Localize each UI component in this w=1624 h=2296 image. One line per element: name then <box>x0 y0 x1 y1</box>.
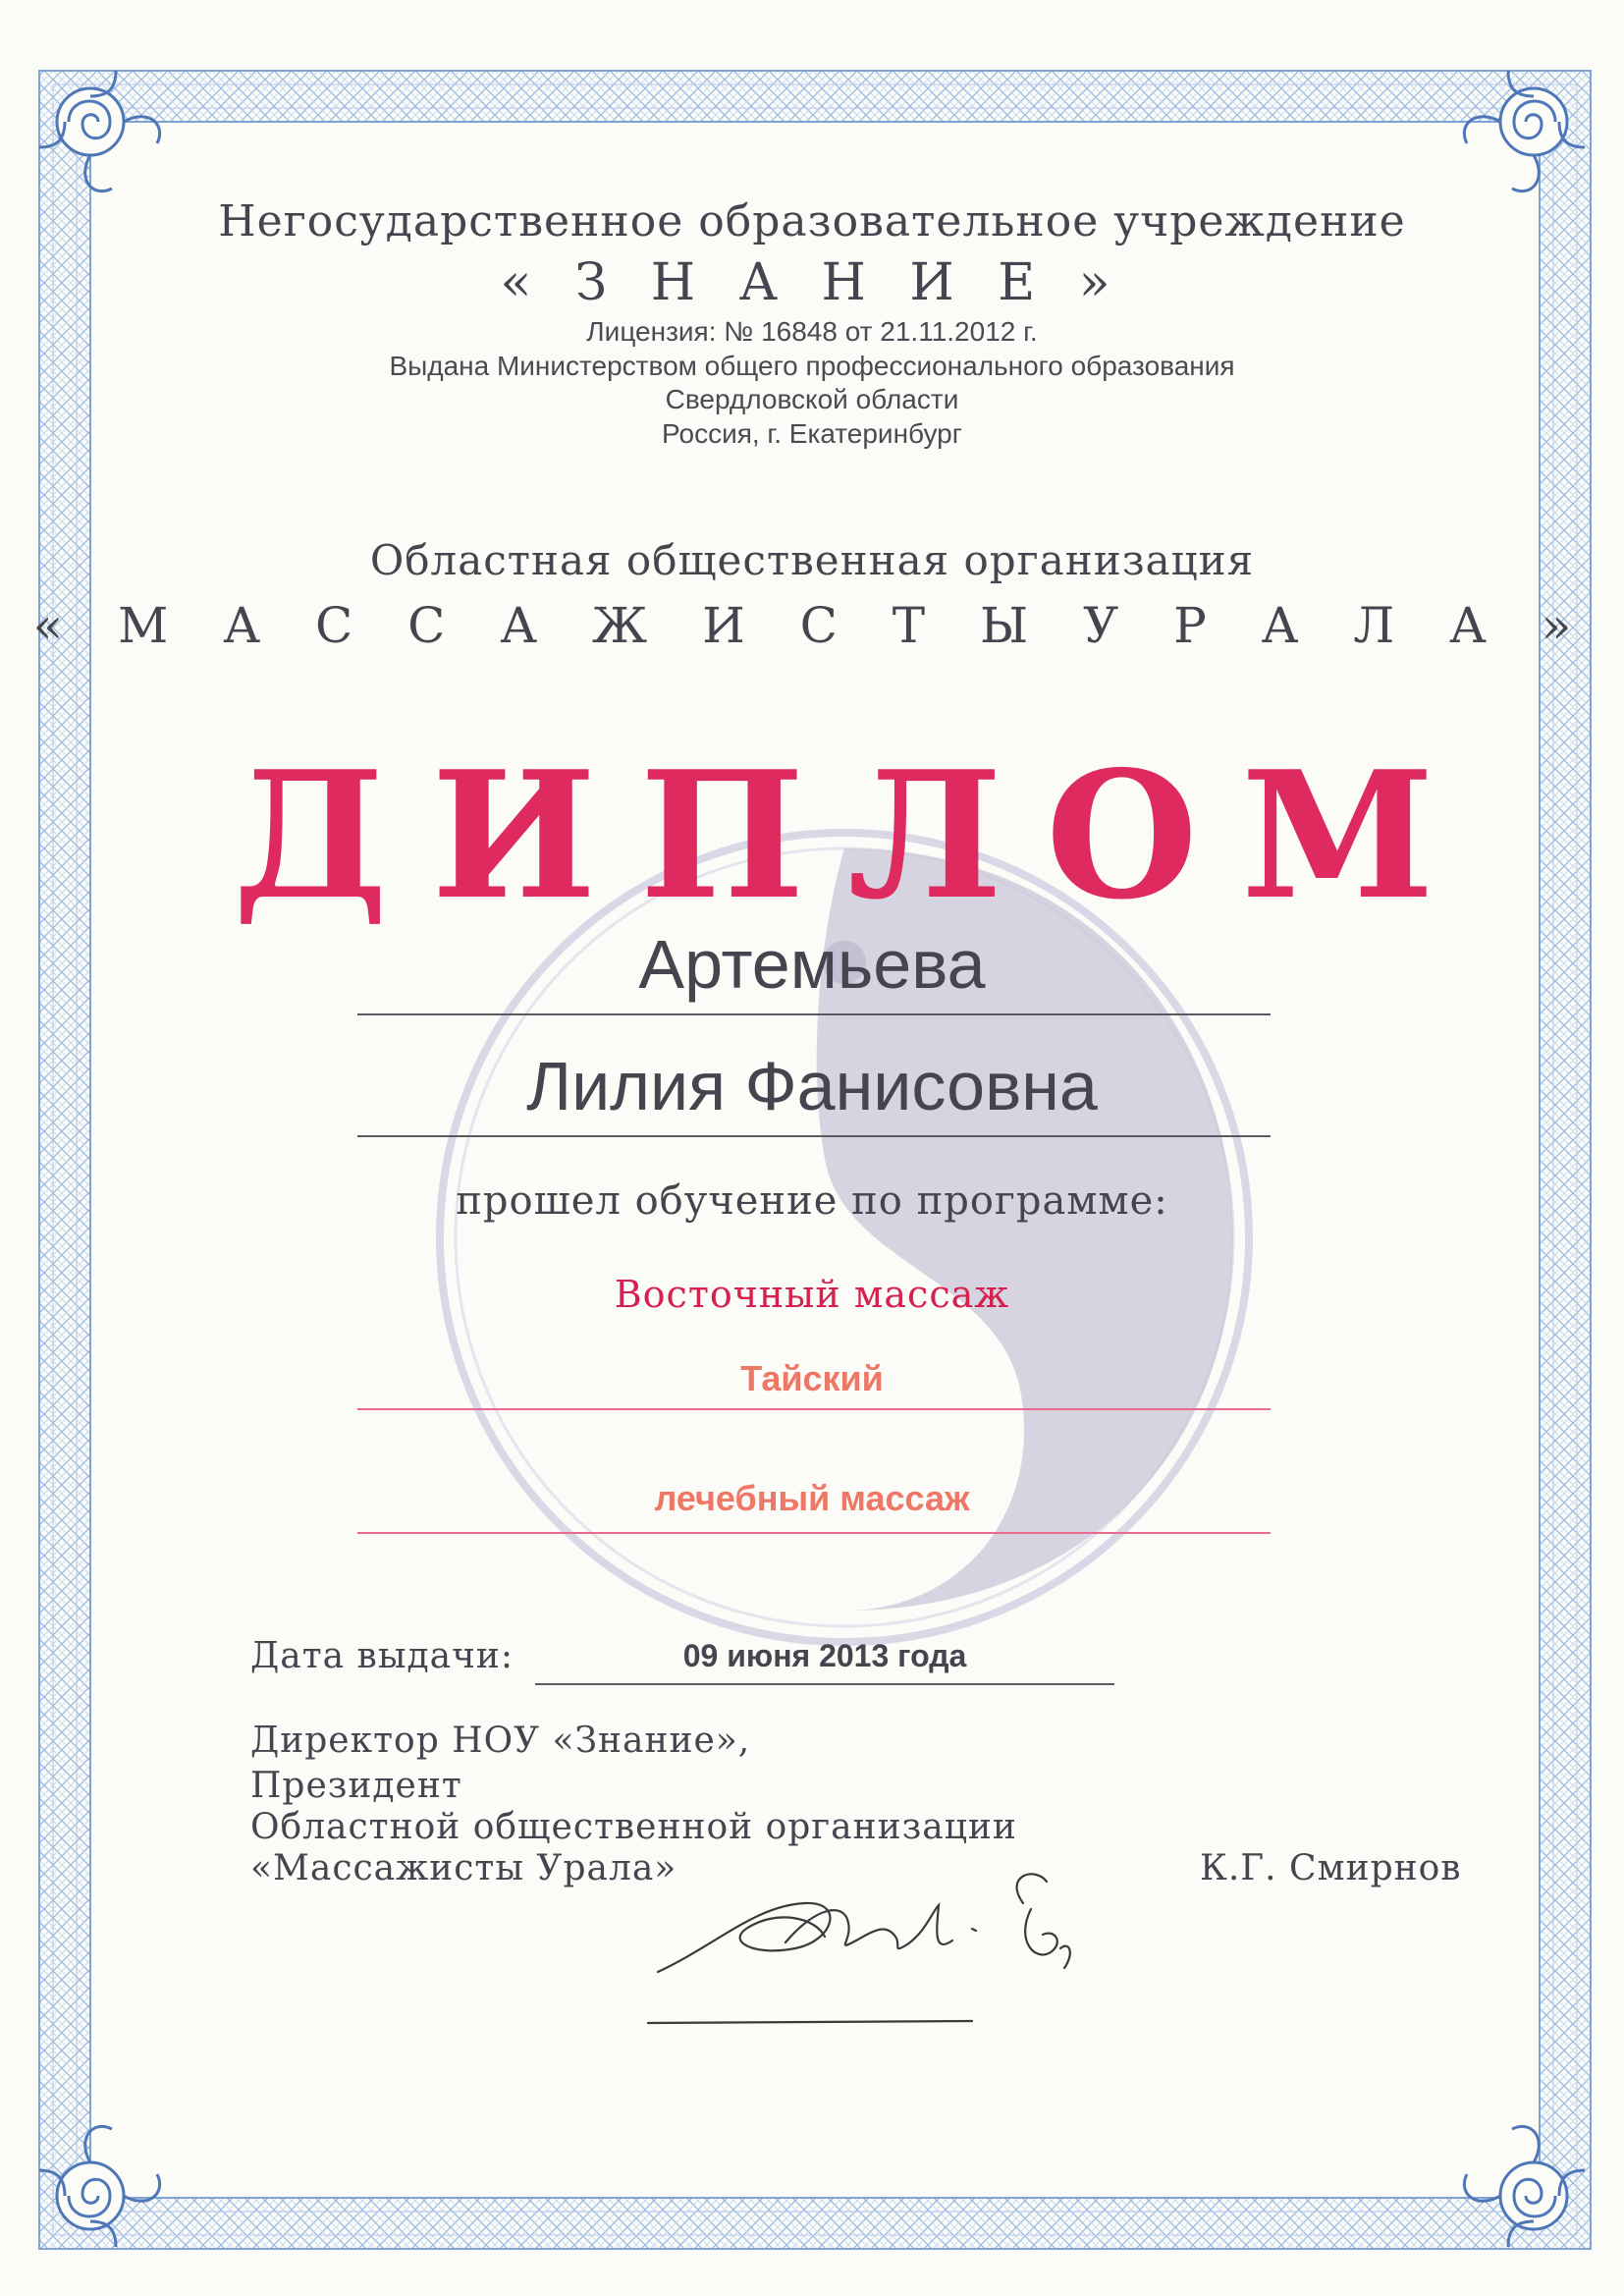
recipient-given-names: Лилия Фанисовна <box>526 1048 1098 1124</box>
program-underline-1 <box>357 1408 1271 1410</box>
signatory-title-line-4: «Массажисты Урала» <box>250 1848 677 1888</box>
program-line-1: Восточный массаж <box>614 1273 1010 1316</box>
signatory-title-line-3: Областной общественной организации <box>250 1807 1017 1847</box>
surname-underline <box>357 1013 1271 1015</box>
region-line: Свердловской области <box>665 384 959 414</box>
city-line: Россия, г. Екатеринбург <box>662 418 962 449</box>
signatory-name: К.Г. Смирнов <box>1200 1848 1462 1888</box>
organization-type: Областная общественная организация <box>369 536 1255 584</box>
program-line-3: лечебный массаж <box>654 1478 970 1518</box>
diploma-title: ДИПЛОМ <box>232 733 1479 938</box>
issue-date-value: 09 июня 2013 года <box>682 1638 967 1673</box>
handwritten-signature <box>638 1846 1188 2043</box>
institution-name: « З Н А Н И Е » <box>500 253 1124 312</box>
recipient-surname: Артемьева <box>638 926 986 1003</box>
given-names-underline <box>357 1135 1271 1137</box>
program-underline-2 <box>357 1532 1271 1534</box>
organization-name: « М А С С А Ж И С Т Ы У Р А Л А » <box>32 597 1592 654</box>
program-line-2: Тайский <box>740 1358 884 1398</box>
issue-date-underline <box>535 1683 1114 1685</box>
completion-statement: прошел обучение по программе: <box>456 1178 1168 1224</box>
issued-by-line: Выдана Министерством общего профессионального образования <box>389 351 1235 381</box>
signatory-title-line-1: Директор НОУ «Знание», <box>250 1721 751 1761</box>
signatory-title-line-2: Президент <box>250 1766 462 1806</box>
license-line: Лицензия: № 16848 от 21.11.2012 г. <box>586 316 1038 347</box>
institution-type: Негосударственное образовательное учреждение <box>218 196 1406 246</box>
issue-date-label: Дата выдачи: <box>250 1636 514 1676</box>
